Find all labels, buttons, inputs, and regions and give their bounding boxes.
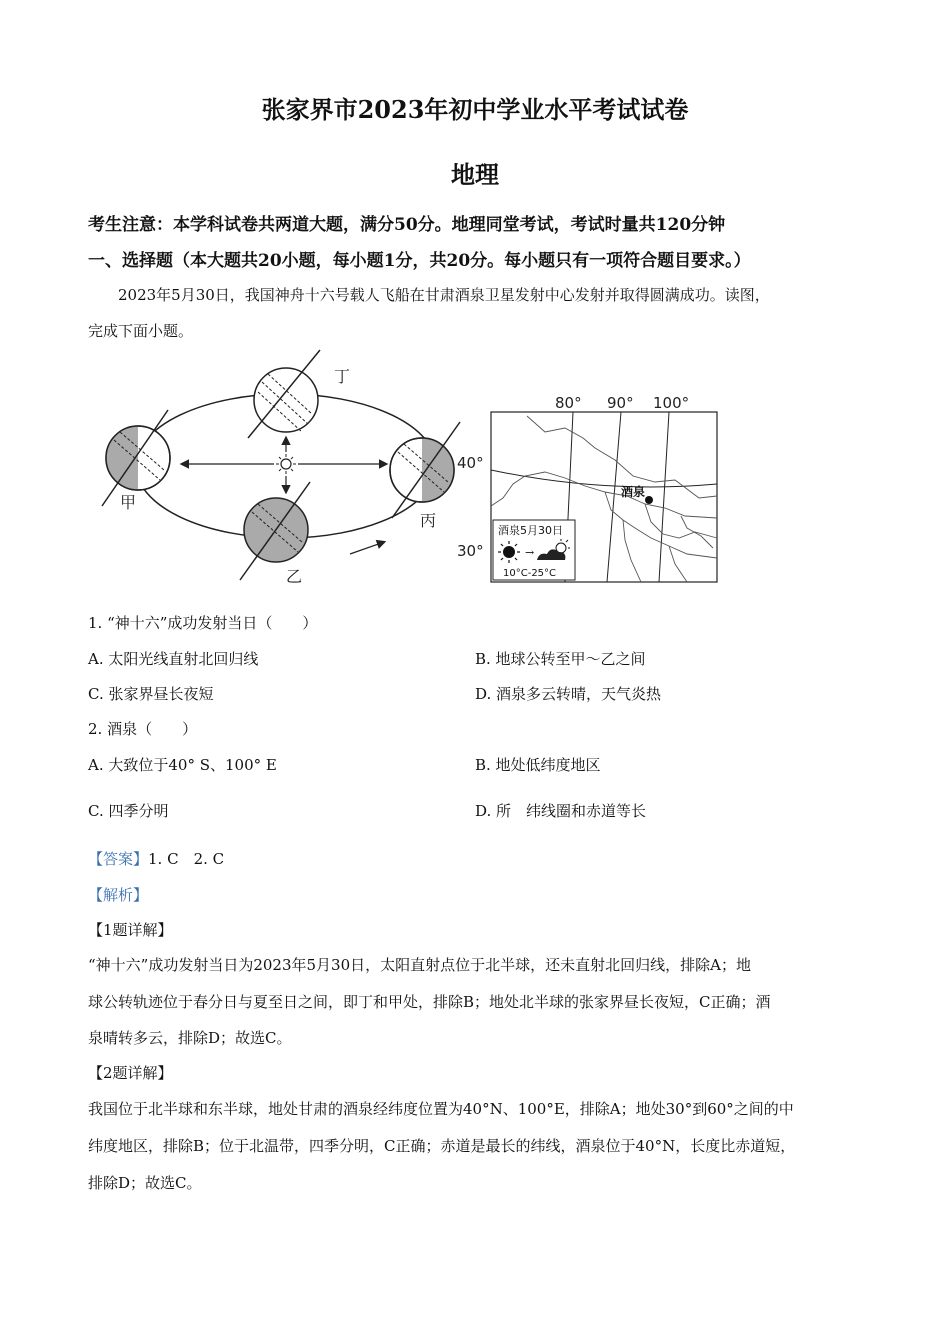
jiuquan-map — [455, 388, 723, 586]
earth-bing — [390, 422, 460, 518]
sun-icon — [276, 454, 296, 474]
detail-2-tag: 【2题详解】 — [88, 1064, 173, 1082]
answer-line — [88, 848, 224, 869]
q2-option-b: B. 地处低纬度地区 — [475, 756, 601, 774]
label-bing: 丙 — [420, 511, 437, 530]
lat-label-40: 40° — [457, 454, 484, 472]
lon-label-100: 100° — [653, 394, 690, 412]
detail-1-line-1: “神十六”成功发射当日为2023年5月30日，太阳直射点位于北半球，还未直射北回归线，排除A；地 — [88, 956, 751, 974]
exam-title: 张家界市2023年初中学业水平考试试卷 — [261, 95, 689, 124]
lon-label-80: 80° — [555, 394, 582, 412]
answer-tag: 【答案】 — [88, 850, 149, 868]
detail-2-line-2: 纬度地区，排除B；位于北温带，四季分明，C正确；赤道是最长的纬线，酒泉位于40°N，长度比赤道短， — [88, 1137, 796, 1155]
detail-2-line-1: 我国位于北半球和东半球，地处甘肃的酒泉经纬度位置为40°N、100°E，排除A；地处30°到60°之间的中 — [88, 1100, 794, 1118]
earth-ding — [248, 350, 320, 438]
q2-option-d: D. 所 纬线圈和赤道等长 — [475, 802, 647, 820]
label-ding: 丁 — [334, 367, 351, 386]
lon-label-90: 90° — [607, 394, 634, 412]
earth-yi — [240, 482, 310, 580]
svg-text:→: → — [525, 546, 535, 559]
detail-1-tag: 【1题详解】 — [88, 921, 173, 939]
weather-title: 酒泉5月30日 — [498, 524, 563, 537]
q1-option-a: A. 太阳光线直射北回归线 — [88, 650, 259, 668]
q2-stem: 2. 酒泉（ ） — [88, 720, 198, 738]
label-jia: 甲 — [120, 493, 137, 512]
q1-option-d: D. 酒泉多云转晴，天气炎热 — [475, 685, 662, 703]
detail-1-line-3: 泉晴转多云，排除D；故选C。 — [88, 1029, 292, 1047]
earth-orbit-diagram — [98, 348, 470, 586]
intro-line-2: 完成下面小题。 — [88, 322, 194, 340]
q2-option-a: A. 大致位于40° S、100° E — [88, 756, 277, 774]
q1-option-b: B. 地球公转至甲～乙之间 — [475, 650, 646, 668]
exam-notice: 考生注意：本学科试卷共两道大题，满分50分。地理同堂考试，考试时量共120分钟 — [88, 215, 726, 235]
q1-option-c: C. 张家界昼长夜短 — [88, 685, 214, 703]
weather-temp: 10°C-25°C — [503, 568, 557, 579]
q2-option-c: C. 四季分明 — [88, 802, 169, 820]
subject-title: 地理 — [451, 160, 499, 189]
weather-inset — [493, 520, 575, 580]
label-yi: 乙 — [286, 567, 303, 586]
detail-2-line-3: 排除D；故选C。 — [88, 1174, 202, 1192]
detail-1-line-2: 球公转轨迹位于春分日与夏至日之间，即丁和甲处，排除B；地处北半球的张家界昼长夜短，C正确；酒 — [88, 993, 771, 1011]
earth-jia — [102, 410, 170, 506]
answer-text: 1. C 2. C — [148, 850, 225, 868]
q1-stem: 1. “神十六”成功发射当日（ ） — [88, 614, 318, 632]
analysis-tag: 【解析】 — [88, 886, 149, 904]
intro-line-1: 2023年5月30日，我国神舟十六号载人飞船在甘肃酒泉卫星发射中心发射并取得圆满成功。读图， — [118, 286, 770, 304]
section-heading: 一、选择题（本大题共20小题，每小题1分，共20分。每小题只有一项符合题目要求。） — [88, 251, 751, 271]
lat-label-30: 30° — [457, 542, 484, 560]
jiuquan-dot — [645, 496, 653, 504]
city-label: 酒泉 — [621, 485, 646, 499]
